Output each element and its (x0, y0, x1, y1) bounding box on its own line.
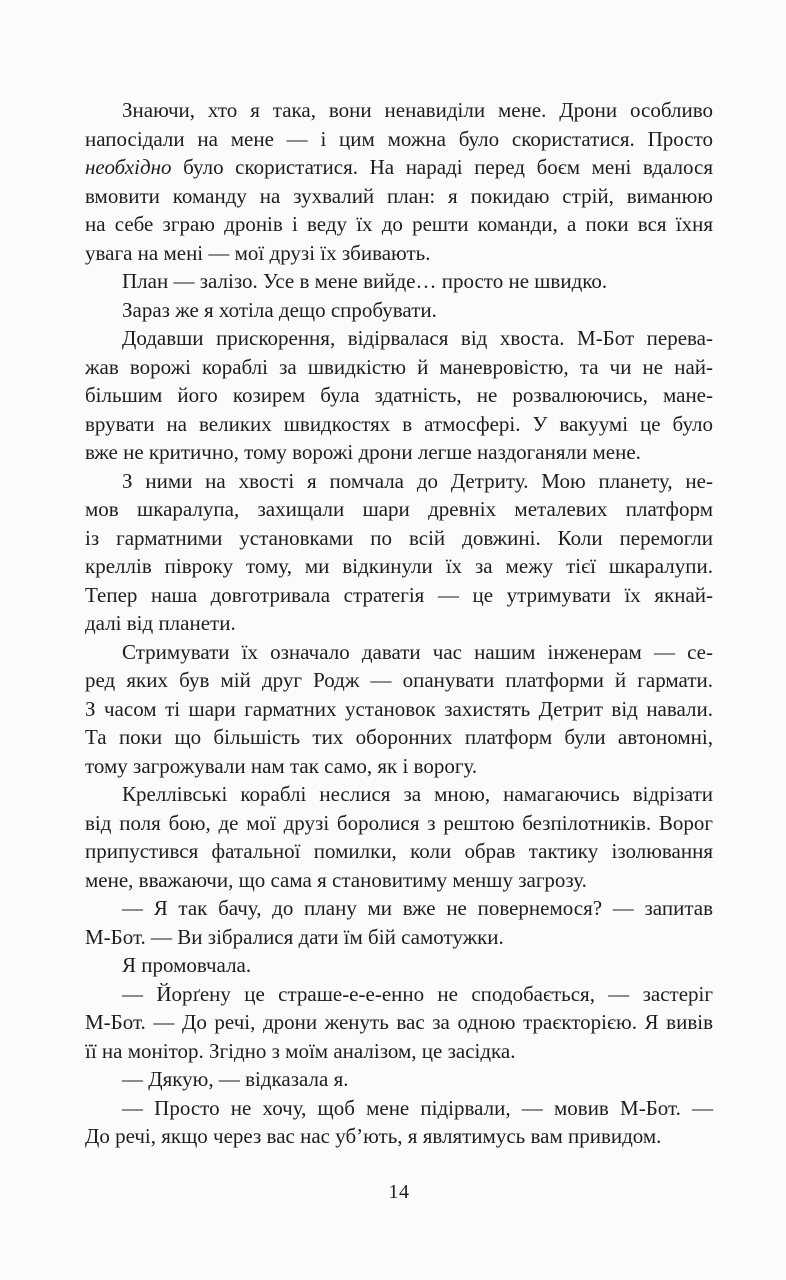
text-segment: — Я так бачу, до плану ми вже не повернемося? — запитав (122, 896, 713, 920)
text-line (85, 182, 713, 211)
text-line (85, 324, 713, 353)
italic-text-segment: необхідно (85, 155, 172, 179)
paragraph (85, 324, 713, 467)
text-segment: План — залізо. Усе в мене вийде… просто не швидко. (122, 269, 608, 293)
text-segment: мене, вважаючи, що сама я становитиму меншу загрозу. (85, 867, 587, 892)
paragraph (85, 638, 713, 781)
text-line (85, 467, 713, 496)
text-line (85, 1008, 713, 1037)
text-segment: її на монітор. Згідно з моїм аналізом, це засідка. (85, 1038, 516, 1063)
paragraph (85, 980, 713, 1066)
paragraph (85, 780, 713, 894)
text-line (85, 809, 713, 838)
text-line (85, 780, 713, 809)
text-segment: від поля бою, де мої друзі боролися з рештою безпілотників. Ворог (85, 810, 713, 835)
text-segment: З часом ті шари гарматних установок захистять Детрит від навали. (85, 696, 713, 721)
text-segment: М-Бот. — Ви зібралися дати їм бій самотужки. (85, 924, 504, 949)
text-segment: — Просто не хочу, щоб мене підірвали, — мовив М-Бот. — (122, 1095, 713, 1120)
text-line (85, 695, 713, 724)
text-segment: припустився фатальної помилки, коли обрав тактику ізолювання (85, 839, 713, 863)
text-segment: Креллівські кораблі неслися за мною, намагаючись відрізати (122, 782, 713, 806)
text-line (85, 752, 713, 781)
text-line (85, 239, 713, 268)
text-segment: М-Бот. — До речі, дрони женуть вас за одною траєкторією. Я вивів (85, 1010, 713, 1034)
text-segment: тому загрожували нам так само, як і ворогу. (85, 753, 478, 778)
paragraph (85, 1065, 713, 1094)
paragraph (85, 1094, 713, 1151)
text-line (85, 296, 713, 325)
text-segment: увага на мені — мої друзі їх збивають. (85, 240, 431, 265)
text-segment: Стримувати їх означало давати час нашим інженерам — се- (122, 639, 713, 664)
text-line (85, 980, 713, 1009)
text-line (85, 837, 713, 866)
text-segment: Додавши прискорення, відірвалася від хвоста. М-Бот перева- (122, 326, 713, 350)
text-line (85, 495, 713, 524)
text-segment: З ними на хвості я помчала до Детриту. Мою планету, не- (122, 468, 713, 493)
text-line (85, 410, 713, 439)
text-segment: було скористатися. На нараді перед боєм мені вдалося (171, 155, 713, 179)
text-line (85, 723, 713, 752)
text-line (85, 438, 713, 467)
text-segment: Тепер наша довготривала стратегія — це утримувати їх якнай- (85, 582, 713, 607)
paragraph (85, 894, 713, 951)
text-segment: вмовити команду на зухвалий план: я покидаю стрій, виманюю (85, 183, 713, 208)
text-segment: Зараз же я хотіла дещо спробувати. (122, 297, 437, 322)
text-line (85, 666, 713, 695)
text-segment: із гарматними установками по всій довжині. Коли перемогли (85, 525, 713, 550)
text-segment: Знаючи, хто я така, вони ненавиділи мене. Дрони особливо (122, 98, 713, 122)
text-segment: Та поки що більшість тих оборонних платформ були автономні, (85, 725, 713, 749)
text-line (85, 210, 713, 239)
text-segment: далі від планети. (85, 611, 236, 635)
text-segment: До речі, якщо через вас нас уб’ють, я являтимусь вам привидом. (85, 1124, 662, 1148)
paragraph (85, 467, 713, 638)
text-segment: креллів півроку тому, ми відкинули їх за межу тієї шкаралупи. (85, 554, 713, 578)
text-line (85, 1122, 713, 1151)
paragraph (85, 296, 713, 325)
text-segment: вже не критично, тому ворожі дрони легше наздоганяли мене. (85, 440, 641, 464)
text-line (85, 894, 713, 923)
text-line (85, 1094, 713, 1123)
text-line (85, 552, 713, 581)
text-block (85, 96, 713, 1151)
text-line (85, 267, 713, 296)
text-line (85, 1037, 713, 1066)
text-line (85, 524, 713, 553)
text-segment: мов шкаралупа, захищали шари древніх металевих платформ (85, 497, 713, 521)
text-segment: врувати на великих швидкостях в атмосфері. У вакуумі це було (85, 411, 713, 436)
paragraph (85, 951, 713, 980)
text-segment: Я промовчала. (122, 953, 252, 977)
text-segment: ред яких був мій друг Родж — опанувати платформи й гармати. (85, 668, 713, 692)
text-line (85, 951, 713, 980)
text-segment: — Дякую, — відказала я. (122, 1067, 349, 1091)
text-line (85, 866, 713, 895)
text-segment: напосідали на мене — і цим можна було скористатися. Просто (85, 126, 713, 151)
text-line (85, 353, 713, 382)
text-line (85, 923, 713, 952)
text-line (85, 381, 713, 410)
page-number: 14 (388, 1181, 410, 1203)
text-line (85, 153, 713, 182)
text-line (85, 638, 713, 667)
text-line (85, 96, 713, 125)
paragraph (85, 267, 713, 296)
text-line (85, 125, 713, 154)
text-line (85, 609, 713, 638)
text-line (85, 581, 713, 610)
text-segment: жав ворожі кораблі за швидкістю й маневровістю, та чи не най- (85, 354, 713, 379)
text-segment: на себе зграю дронів і веду їх до решти команди, а поки вся їхня (85, 212, 713, 236)
text-segment: більшим його козирем була здатність, не розвалюючись, мане- (85, 383, 713, 407)
paragraph (85, 96, 713, 267)
text-segment: — Йорґену це страше-е-е-енно не сподобається, — застеріг (122, 981, 713, 1006)
text-line (85, 1065, 713, 1094)
